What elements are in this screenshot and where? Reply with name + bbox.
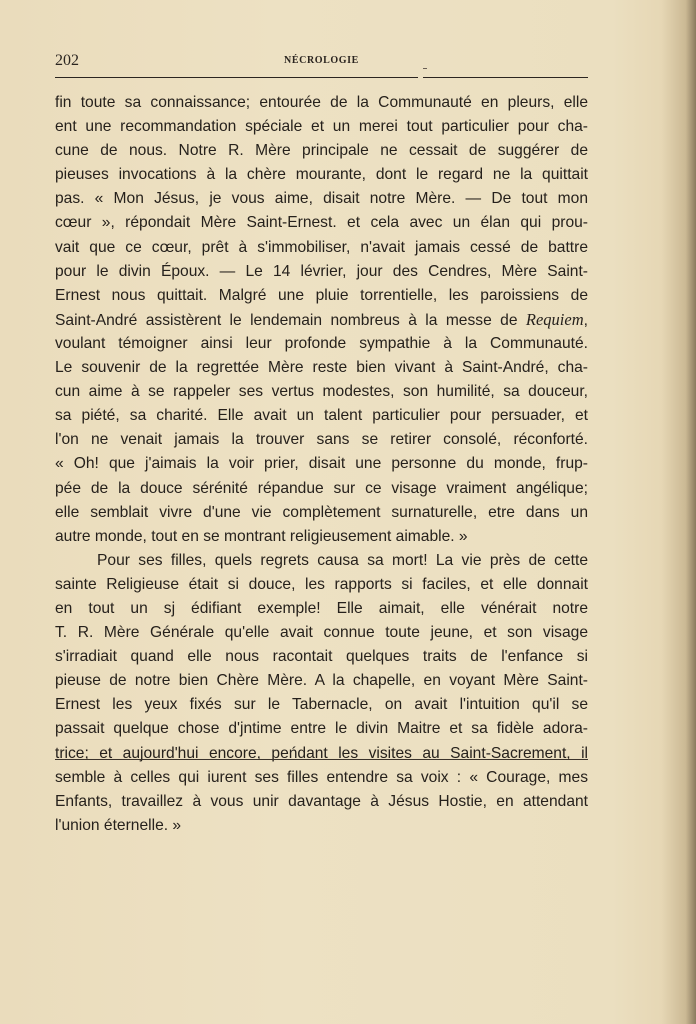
text-line: vait que ce cœur, prêt à s'immobiliser, n'avait jamais cessé de battre — [55, 238, 588, 256]
page-number: 202 — [55, 52, 79, 69]
text-line: sa piété, sa charité. Elle avait un talent particulier pour persuader, et — [55, 407, 588, 425]
text-line: passait quelque chose d'jntime entre le divin Maitre et sa fidèle adora- — [55, 720, 588, 738]
text-line: pieuse de notre bien Chère Mère. A la chapelle, en voyant Mère Saint- — [55, 672, 588, 690]
text-line: autre monde, tout en se montrant religieusement aimable. » — [55, 527, 468, 545]
text-line: l'union éternelle. » — [55, 816, 182, 834]
text-line: sainte Religieuse était si douce, les rapports si faciles, et elle donnait — [55, 575, 588, 593]
text-line: pieuses invocations à la chère mourante, dont le regard ne la quittait — [55, 166, 588, 184]
text-line: l'on ne venait jamais la trouver sans se retirer consolé, réconforté. — [55, 431, 588, 449]
text-segment: , — [583, 311, 588, 329]
text-line: fin toute sa connaissance; entourée de la Communauté en pleurs, elle — [55, 94, 588, 111]
text-line: cœur », répondait Mère Saint-Ernest. et cela avec un élan qui prou- — [55, 214, 588, 232]
header-rule — [55, 77, 418, 78]
italic-word: Requiem — [525, 309, 584, 329]
text-line: pour le divin Époux. — Le 14 lévrier, jour des Cendres, Mère Saint- — [55, 262, 588, 280]
page-header — [55, 52, 588, 72]
body-text — [55, 91, 588, 838]
text-line: Pour ses filles, quels regrets causa sa mort! La vie près de cette — [97, 551, 588, 569]
text-line: semble à celles qui iurent ses filles entendre sa voix : « Courage, mes — [55, 768, 588, 786]
text-line: Ernest les yeux fixés sur le Tabernacle, on avait l'intuition qu'il se — [55, 696, 588, 714]
text-line: Enfants, travaillez à vous unir davantage à Jésus Hostie, en attendant — [55, 792, 588, 810]
text-line: trice; et aujourd'hui encore, peńdant les visites au Saint-Sacrement, il — [55, 744, 588, 762]
text-line: pée de la douce sérénité répandue sur ce visage vraiment angélique; — [55, 479, 588, 497]
text-line: ent une recommandation spéciale et un merei tout particulier pour cha- — [55, 118, 588, 136]
end-rule — [55, 759, 588, 760]
text-line: en tout un sj édifiant exemple! Elle aimait, elle vénérait notre — [55, 599, 588, 617]
text-line — [55, 308, 588, 332]
header-rule — [423, 77, 588, 78]
text-line: elle semblait vivre d'une vie complètement surnaturelle, etre dans un — [55, 503, 588, 521]
text-segment: Saint-André assistèrent le lendemain nombreus à la messe de — [55, 311, 518, 329]
text-line: voulant témoigner ainsi leur profonde sympathie à la Communauté. — [55, 334, 588, 352]
running-title: NÉCROLOGIE — [284, 55, 359, 66]
text-line: cun aime à se rappeler ses vertus modestes, son humilité, sa douceur, — [55, 383, 588, 401]
text-line: cune de nous. Notre R. Mère principale ne cessait de suggérer de — [55, 142, 588, 160]
text-line: T. R. Mère Générale qu'elle avait connue toute jeune, et son visage — [55, 624, 588, 642]
text-line: Ernest nous quittait. Malgré une pluie torrentielle, les paroissiens de — [55, 286, 588, 304]
text-line: pas. « Mon Jésus, je vous aime, disait notre Mère. — De tout mon — [55, 190, 588, 208]
header-rule-mark — [423, 68, 427, 69]
text-line: s'irradiait quand elle nous racontait quelques traits de l'enfance si — [55, 648, 588, 666]
text-line: « Oh! que j'aimais la voir prier, disait une personne du monde, frup- — [55, 455, 588, 473]
text-line: Le souvenir de la regrettée Mère reste bien vivant à Saint-André, cha- — [55, 359, 588, 377]
